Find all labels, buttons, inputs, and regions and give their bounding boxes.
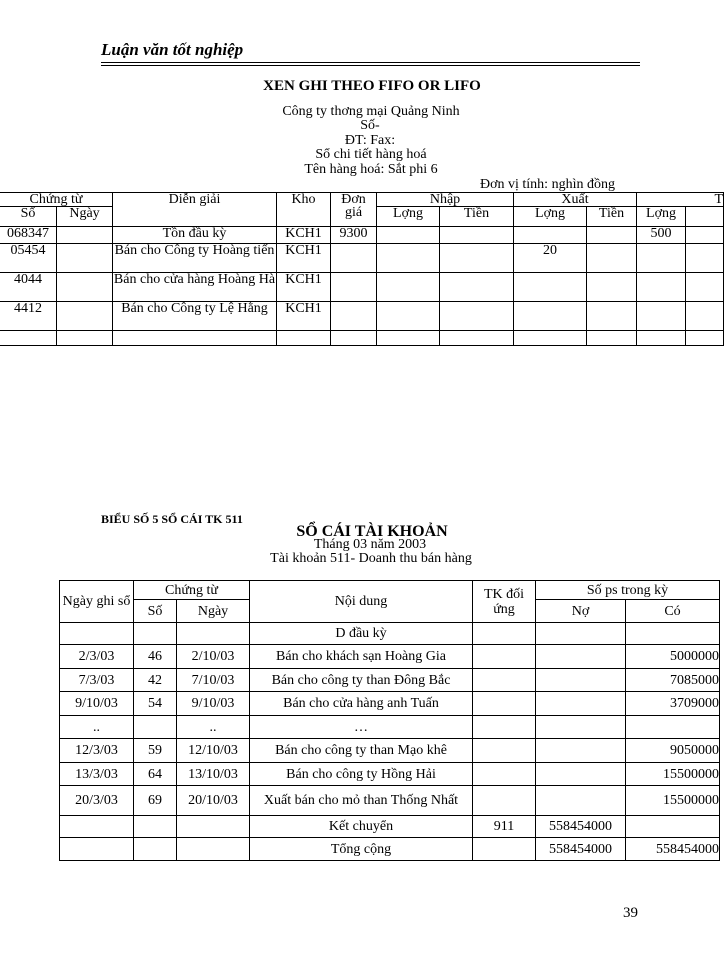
header-nhap-luong: Lợng — [377, 207, 440, 227]
cell-no — [536, 669, 626, 692]
cell-ton-extra — [686, 244, 724, 273]
table-row — [0, 331, 724, 346]
cell-ngay: 12/10/03 — [177, 739, 250, 763]
header-rule-2 — [101, 65, 640, 66]
cell-so — [134, 838, 177, 861]
cell-so: 54 — [134, 692, 177, 716]
cell-co: 5000000 — [626, 645, 720, 669]
header-rule — [101, 62, 640, 63]
cell-tk — [473, 623, 536, 645]
header-tk-doi-ung: TK đối ứng — [473, 581, 536, 623]
cell-kho: KCH1 — [277, 302, 331, 331]
table-row — [60, 645, 720, 669]
cell-no — [536, 623, 626, 645]
cell-dien-giai: Bán cho Công ty Lệ Hằng — [113, 302, 277, 331]
cell-ton-extra — [686, 302, 724, 331]
table-row — [60, 716, 720, 739]
ledger-title: Sổ chi tiết hàng hoá — [315, 147, 427, 162]
cell-no: 558454000 — [536, 816, 626, 838]
cell-xuat-tien — [587, 302, 637, 331]
cell-no — [536, 763, 626, 786]
header-don-gia: Đơn giá — [331, 193, 377, 227]
cell-nhap-luong — [377, 227, 440, 244]
section1-title: XEN GHI THEO FIFO OR LIFO — [263, 78, 481, 94]
cell-so: 068347 — [0, 227, 57, 244]
cell-ngay: 13/10/03 — [177, 763, 250, 786]
cell-nhap-luong — [377, 331, 440, 346]
cell-ngay: 20/10/03 — [177, 786, 250, 816]
cell-nhap-tien — [440, 273, 514, 302]
cell-ton-luong — [637, 331, 686, 346]
cell-ngay-ghi: 7/3/03 — [60, 669, 134, 692]
cell-tk — [473, 716, 536, 739]
cell-nhap-luong — [377, 302, 440, 331]
cell-so — [134, 623, 177, 645]
cell-noi-dung: Bán cho công ty than Mạo khê — [250, 739, 473, 763]
cell-ngay — [57, 331, 113, 346]
cell-noi-dung: Tổng cộng — [250, 838, 473, 861]
cell-noi-dung: Bán cho công ty than Đông Bắc — [250, 669, 473, 692]
cell-ton-luong — [637, 244, 686, 273]
cell-ngay: 9/10/03 — [177, 692, 250, 716]
cell-don-gia — [331, 302, 377, 331]
cell-ton-extra — [686, 227, 724, 244]
header-nhap: Nhập — [377, 193, 514, 207]
table-row — [0, 244, 724, 273]
header-ton-luong: Lợng — [637, 207, 686, 227]
cell-ngay — [177, 623, 250, 645]
cell-no: 558454000 — [536, 838, 626, 861]
cell-ngay-ghi: 20/3/03 — [60, 786, 134, 816]
cell-nhap-tien — [440, 227, 514, 244]
cell-no — [536, 739, 626, 763]
cell-no — [536, 645, 626, 669]
cell-so: 59 — [134, 739, 177, 763]
cell-kho: KCH1 — [277, 273, 331, 302]
header-xuat: Xuất — [514, 193, 637, 207]
ledger-month: Tháng 03 năm 2003 — [313, 537, 427, 552]
cell-nhap-tien — [440, 302, 514, 331]
header-ton-extra — [686, 207, 724, 227]
header-xuat-tien: Tiền — [587, 207, 637, 227]
header-so: Số — [0, 207, 57, 227]
cell-xuat-luong — [514, 302, 587, 331]
cell-ngay — [57, 302, 113, 331]
cell-tk — [473, 739, 536, 763]
cell-noi-dung: Kết chuyển — [250, 816, 473, 838]
cell-ton-extra — [686, 331, 724, 346]
cell-ngay-ghi — [60, 816, 134, 838]
cell-noi-dung: Xuất bán cho mỏ than Thống Nhất — [250, 786, 473, 816]
table-row — [60, 739, 720, 763]
cell-nhap-luong — [377, 244, 440, 273]
cell-ton-luong — [637, 273, 686, 302]
cell-xuat-luong: 20 — [514, 244, 587, 273]
cell-noi-dung: … — [250, 716, 473, 739]
header-ton: T — [637, 193, 724, 207]
header-xuat-luong: Lợng — [514, 207, 587, 227]
cell-ngay — [57, 273, 113, 302]
cell-so: 4412 — [0, 302, 57, 331]
unit-label: Đơn vị tính: nghìn đồng — [480, 177, 615, 192]
cell-ngay: 7/10/03 — [177, 669, 250, 692]
cell-ton-luong: 500 — [637, 227, 686, 244]
table-row — [0, 302, 724, 331]
cell-don-gia: 9300 — [331, 227, 377, 244]
cell-so — [134, 716, 177, 739]
cell-nhap-tien — [440, 244, 514, 273]
cell-noi-dung: D đầu kỳ — [250, 623, 473, 645]
cell-tk — [473, 645, 536, 669]
table-row — [60, 816, 720, 838]
cell-kho: KCH1 — [277, 244, 331, 273]
header-noi-dung: Nội dung — [250, 581, 473, 623]
cell-ngay-ghi: 12/3/03 — [60, 739, 134, 763]
table-row — [60, 692, 720, 716]
cell-ngay-ghi: 9/10/03 — [60, 692, 134, 716]
cell-ngay-ghi: 2/3/03 — [60, 645, 134, 669]
cell-ngay-ghi: 13/3/03 — [60, 763, 134, 786]
section2-caption: BIỂU SỐ 5 SỔ CÁI TK 511 — [101, 512, 243, 526]
header-row-1 — [60, 581, 720, 600]
cell-so: 46 — [134, 645, 177, 669]
cell-don-gia — [331, 331, 377, 346]
cell-tk: 911 — [473, 816, 536, 838]
cell-so: 42 — [134, 669, 177, 692]
cell-co: 15500000 — [626, 786, 720, 816]
cell-ngay-ghi — [60, 838, 134, 861]
cell-xuat-tien — [587, 227, 637, 244]
goods-name: Tên hàng hoá: Sắt phi 6 — [304, 162, 438, 177]
header-ngay: Ngày — [57, 207, 113, 227]
general-ledger-table — [59, 580, 720, 861]
cell-xuat-luong — [514, 331, 587, 346]
cell-ton-luong — [637, 302, 686, 331]
header-chung-tu: Chứng từ — [134, 581, 250, 600]
running-title: Luận văn tốt nghiệp — [101, 40, 244, 59]
cell-xuat-luong — [514, 273, 587, 302]
cell-tk — [473, 786, 536, 816]
cell-co: 15500000 — [626, 763, 720, 786]
so-label: Số- — [360, 118, 380, 133]
cell-ngay — [177, 816, 250, 838]
header-so: Số — [134, 600, 177, 623]
table-row — [60, 786, 720, 816]
header-kho: Kho — [277, 193, 331, 227]
cell-xuat-tien — [587, 273, 637, 302]
cell-dien-giai — [113, 331, 277, 346]
table-row — [60, 623, 720, 645]
cell-dien-giai: Tồn đầu kỳ — [113, 227, 277, 244]
cell-ngay: .. — [177, 716, 250, 739]
cell-co: 558454000 — [626, 838, 720, 861]
cell-so — [0, 331, 57, 346]
cell-xuat-luong — [514, 227, 587, 244]
contact-line: ĐT: Fax: — [344, 133, 396, 148]
cell-ngay-ghi — [60, 623, 134, 645]
cell-noi-dung: Bán cho công ty Hồng Hải — [250, 763, 473, 786]
detail-ledger-table — [0, 192, 724, 346]
table-row — [60, 763, 720, 786]
cell-co: 3709000 — [626, 692, 720, 716]
cell-tk — [473, 838, 536, 861]
cell-tk — [473, 763, 536, 786]
cell-tk — [473, 692, 536, 716]
header-ngay-ghi-so: Ngày ghi sổ — [60, 581, 134, 623]
cell-noi-dung: Bán cho khách sạn Hoàng Gia — [250, 645, 473, 669]
page-number: 39 — [623, 905, 638, 921]
cell-xuat-tien — [587, 331, 637, 346]
cell-so: 69 — [134, 786, 177, 816]
header-co: Có — [626, 600, 720, 623]
cell-no — [536, 716, 626, 739]
cell-no — [536, 786, 626, 816]
header-nhap-tien: Tiền — [440, 207, 514, 227]
section2-title: SỔ CÁI TÀI KHOẢN — [296, 523, 448, 540]
cell-ngay — [177, 838, 250, 861]
cell-so: 64 — [134, 763, 177, 786]
cell-kho — [277, 331, 331, 346]
cell-ngay — [57, 227, 113, 244]
header-ngay: Ngày — [177, 600, 250, 623]
cell-no — [536, 692, 626, 716]
cell-so: 4044 — [0, 273, 57, 302]
cell-don-gia — [331, 244, 377, 273]
header-so-ps: Số ps trong kỳ — [536, 581, 720, 600]
cell-dien-giai: Bán cho Công ty Hoàng tiến — [113, 244, 277, 273]
table-row — [0, 227, 724, 244]
header-chung-tu: Chứng từ — [0, 193, 113, 207]
account-name: Tài khoản 511- Doanh thu bán hàng — [270, 551, 472, 566]
cell-noi-dung: Bán cho cửa hàng anh Tuấn — [250, 692, 473, 716]
table-row — [60, 669, 720, 692]
cell-co — [626, 816, 720, 838]
cell-so — [134, 816, 177, 838]
header-no: Nợ — [536, 600, 626, 623]
table-row — [0, 273, 724, 302]
cell-kho: KCH1 — [277, 227, 331, 244]
header-dien-giai: Diễn giải — [113, 193, 277, 227]
cell-tk — [473, 669, 536, 692]
cell-nhap-luong — [377, 273, 440, 302]
company-name: Công ty thơng mại Quảng Ninh — [282, 104, 460, 119]
cell-dien-giai: Bán cho cửa hàng Hoàng Hà — [113, 273, 277, 302]
cell-ngay — [57, 244, 113, 273]
cell-xuat-tien — [587, 244, 637, 273]
cell-ngay: 2/10/03 — [177, 645, 250, 669]
header-row-1 — [0, 193, 724, 207]
cell-so: 05454 — [0, 244, 57, 273]
cell-co: 9050000 — [626, 739, 720, 763]
cell-ton-extra — [686, 273, 724, 302]
cell-don-gia — [331, 273, 377, 302]
cell-ngay-ghi: .. — [60, 716, 134, 739]
cell-co — [626, 716, 720, 739]
cell-co — [626, 623, 720, 645]
cell-co: 7085000 — [626, 669, 720, 692]
table-row — [60, 838, 720, 861]
cell-nhap-tien — [440, 331, 514, 346]
